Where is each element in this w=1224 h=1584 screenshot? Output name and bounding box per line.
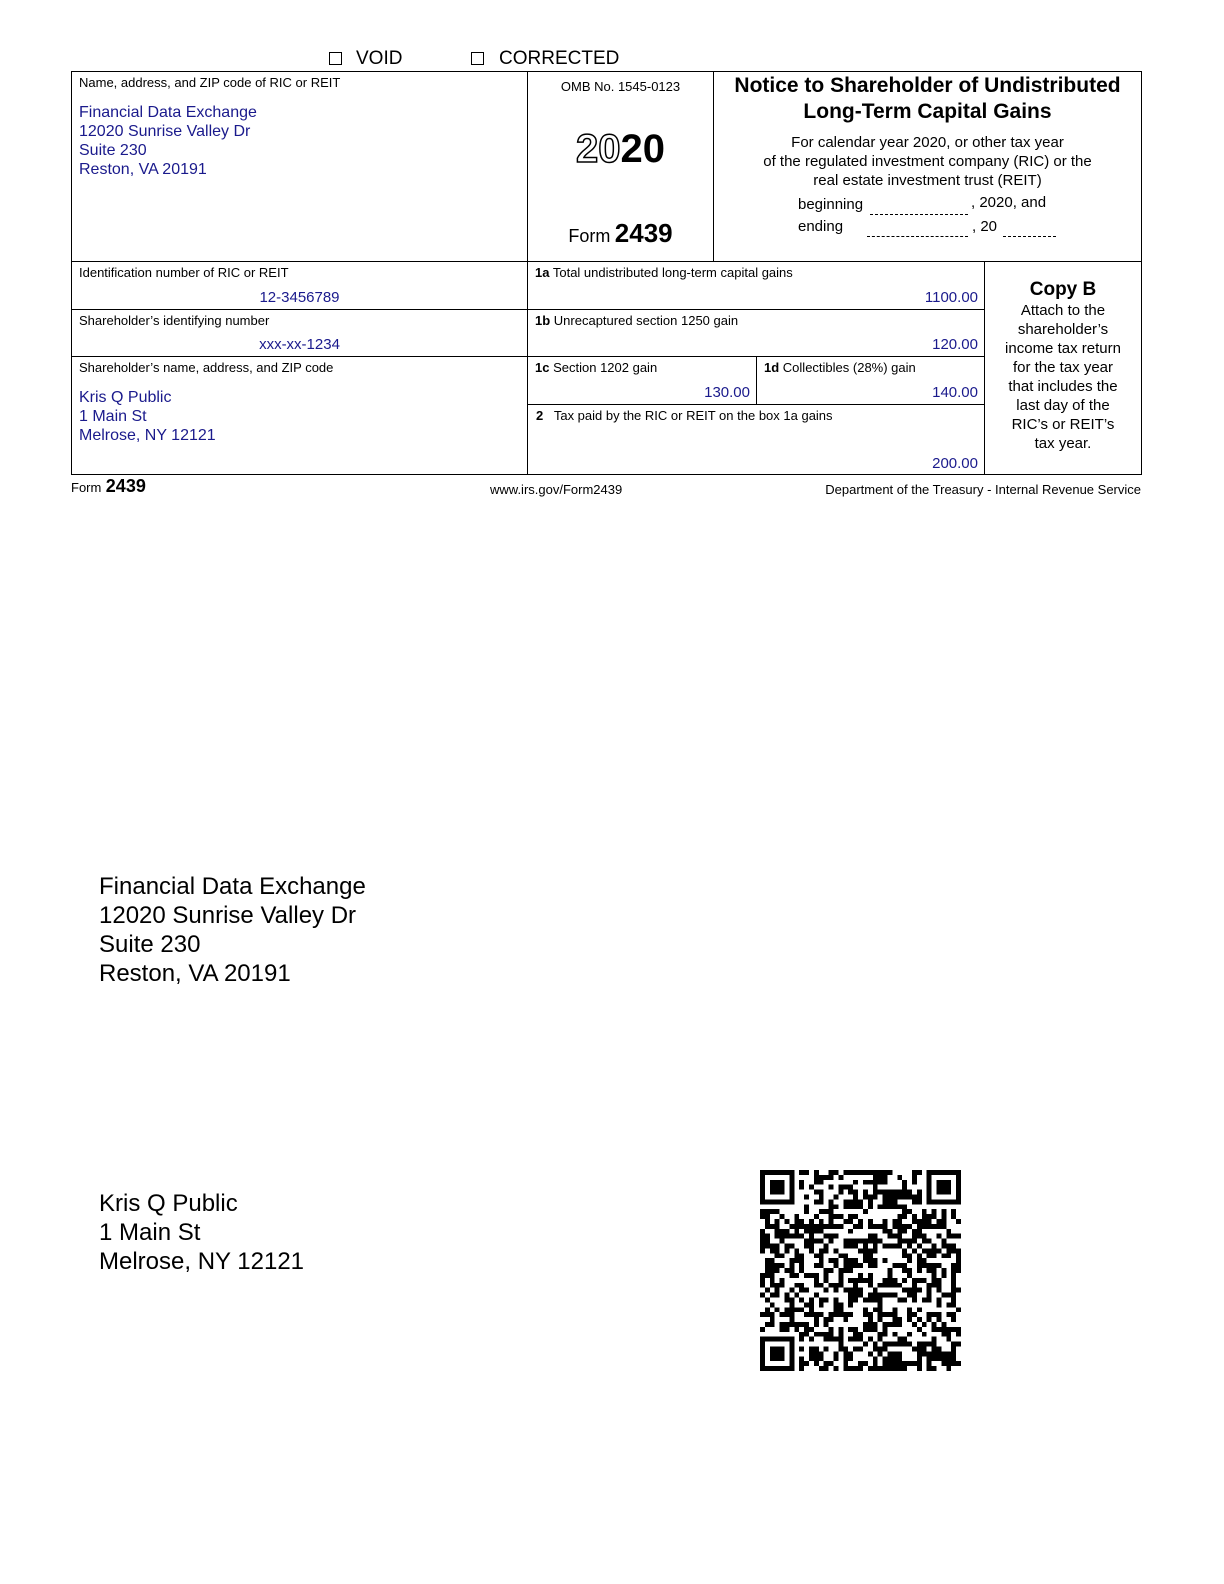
beginning-label: beginning (798, 196, 864, 213)
copy-b-line: for the tax year (1012, 359, 1114, 376)
recipient-line: 1 Main St (99, 1219, 201, 1246)
box-1d-number: 1d (764, 360, 780, 375)
recipient-line: Kris Q Public (99, 1190, 238, 1217)
box-1a-label (535, 265, 793, 280)
beginning-field[interactable] (870, 214, 968, 215)
box-1b-label (535, 313, 738, 328)
tax-year-outline: 20 (576, 127, 621, 171)
shareholder-id-value: xxx-xx-1234 (259, 336, 340, 353)
subtitle-line-2: of the regulated investment company (RIC) or the (763, 153, 1092, 170)
box-1c-label (535, 360, 657, 375)
box-2-value: 200.00 (932, 455, 978, 472)
box-1b-text: Unrecaptured section 1250 gain (553, 313, 739, 328)
beginning-suffix: , 2020, and (971, 194, 1047, 211)
shareholder-label: Shareholder’s name, address, and ZIP code (79, 360, 334, 375)
copy-b-line: shareholder’s (1017, 321, 1109, 338)
id-number-label: Identification number of RIC or REIT (79, 265, 289, 280)
box-1d-text: Collectibles (28%) gain (782, 360, 916, 375)
form-word: Form (568, 226, 611, 246)
title-line-1: Notice to Shareholder of Undistributed (734, 74, 1121, 97)
shareholder-street: 1 Main St (79, 408, 147, 425)
footer-url: www.irs.gov/Form2439 (490, 482, 623, 497)
subtitle-line-3: real estate investment trust (REIT) (813, 172, 1042, 189)
box-1a-value: 1100.00 (924, 289, 978, 306)
box-1c-text: Section 1202 gain (553, 360, 658, 375)
copy-b-block (985, 279, 1141, 453)
tax-year (528, 126, 713, 172)
title-line-2: Long-Term Capital Gains (803, 100, 1052, 123)
sender-line: 12020 Sunrise Valley Dr (99, 902, 357, 929)
footer-department: Department of the Treasury - Internal Revenue Service (825, 482, 1141, 497)
subtitle-line-1: For calendar year 2020, or other tax year (791, 134, 1064, 151)
sender-line: Suite 230 (99, 931, 201, 958)
tax-year-solid: 20 (620, 127, 665, 171)
copy-b-title: Copy B (1029, 279, 1097, 300)
shareholder-address (79, 388, 216, 445)
recipient-line: Melrose, NY 12121 (99, 1248, 305, 1275)
box-2-text: Tax paid by the RIC or REIT on the box 1a gains (553, 408, 833, 423)
payer-name: Financial Data Exchange (79, 104, 257, 121)
footer-form-id (71, 476, 146, 497)
copy-b-line: that includes the (1008, 378, 1118, 395)
copy-b-instructions (985, 301, 1141, 453)
box-1a-number: 1a (535, 265, 550, 280)
ending-label: ending (798, 218, 844, 235)
box-1c-value: 130.00 (704, 384, 750, 401)
id-number-value: 12-3456789 (259, 289, 340, 306)
form-number: 2439 (614, 218, 673, 248)
corrected-checkbox[interactable] (471, 52, 484, 65)
ending-field[interactable] (867, 236, 968, 237)
payer-address (79, 103, 257, 179)
corrected-label: CORRECTED (499, 48, 620, 69)
void-checkbox[interactable] (329, 52, 342, 65)
payer-suite: Suite 230 (79, 142, 147, 159)
ending-suffix: , 20 (972, 218, 998, 235)
footer-form-number: 2439 (105, 476, 146, 496)
box-1d-value: 140.00 (932, 384, 978, 401)
form-subtitle (714, 133, 1141, 190)
box-1d-label (764, 360, 916, 375)
qr-code-icon (760, 1170, 961, 1371)
copy-b-line: tax year. (1034, 435, 1092, 452)
box-1a-text: Total undistributed long-term capital gains (552, 265, 793, 280)
shareholder-name: Kris Q Public (79, 389, 172, 406)
sender-line: Financial Data Exchange (99, 873, 366, 900)
sender-line: Reston, VA 20191 (99, 960, 291, 987)
omb-number: OMB No. 1545-0123 (560, 79, 681, 94)
payer-label: Name, address, and ZIP code of RIC or REIT (79, 75, 341, 90)
copy-b-line: RIC’s or REIT’s (1011, 416, 1115, 433)
footer-form-word: Form (71, 480, 102, 495)
copy-b-line: Attach to the (1020, 302, 1106, 319)
box-1b-number: 1b (535, 313, 551, 328)
mailing-recipient-address (99, 1189, 304, 1276)
box-1b-value: 120.00 (932, 336, 978, 353)
box-1c-number: 1c (535, 360, 550, 375)
box-2-label (536, 408, 833, 423)
copy-b-line: income tax return (1005, 340, 1121, 357)
form-title (714, 73, 1141, 125)
mailing-sender-address (99, 872, 366, 988)
void-label: VOID (356, 48, 403, 69)
shareholder-city: Melrose, NY 12121 (79, 427, 216, 444)
shareholder-id-label: Shareholder’s identifying number (79, 313, 270, 328)
form-id (528, 218, 713, 249)
payer-city: Reston, VA 20191 (79, 161, 207, 178)
payer-street: 12020 Sunrise Valley Dr (79, 123, 251, 140)
copy-b-line: last day of the (1016, 397, 1110, 414)
ending-year-field[interactable] (1003, 236, 1056, 237)
box-2-number: 2 (536, 408, 544, 423)
